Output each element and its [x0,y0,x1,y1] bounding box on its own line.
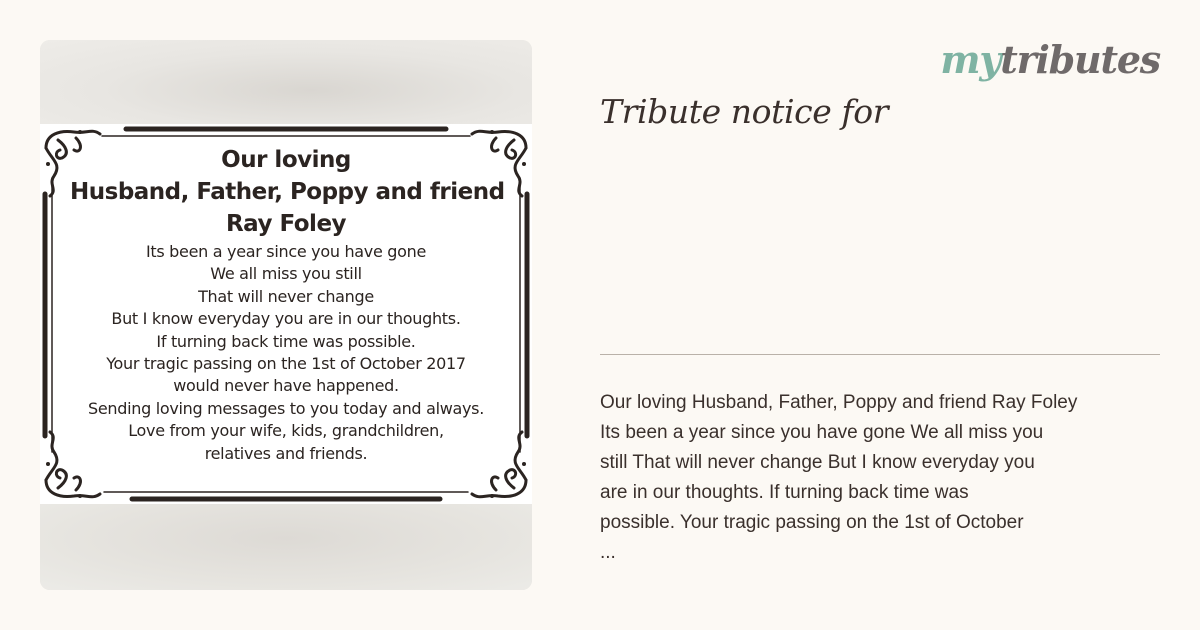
notice-bottom-fade [40,504,532,590]
notice-heading-line: Husband, Father, Poppy and friend [70,179,505,205]
notice-heading-line: Our loving [221,147,351,173]
excerpt-ellipsis: ... [600,542,616,563]
excerpt-line: are in our thoughts. If turning back time was [600,482,969,503]
notice-body-line: That will never change [198,286,374,306]
notice-image[interactable] [40,40,532,590]
logo-my: my [940,37,1001,82]
notice-body-line: We all miss you still [210,264,362,284]
notice-paper [40,124,532,504]
notice-body-line: Your tragic passing on the 1st of October 2017 [106,354,466,374]
notice-body-line: But I know everyday you are in our thoughts. [111,309,461,329]
notice-body-line: Love from your wife, kids, grandchildren, [128,421,444,441]
notice-body-line: Its been a year since you have gone [145,242,427,261]
notice-body-line: relatives and friends. [204,443,368,463]
notice-body-line: If turning back time was possible. [156,331,416,351]
notice-body-line: Sending loving messages to you today and always. [87,398,484,418]
excerpt-line: Our loving Husband, Father, Poppy and friend Ray Foley [600,392,1078,413]
excerpt-line: possible. Your tragic passing on the 1st of October [600,512,1024,533]
notice-text [70,144,505,465]
divider [600,354,1160,355]
notice-body [70,241,502,465]
notice-deceased-name: Ray Foley [225,211,347,237]
page-title: Tribute notice for [600,92,889,131]
mytributes-logo[interactable] [940,36,1160,84]
notice-body-line: would never have happened. [173,376,399,396]
excerpt-line: Its been a year since you have gone We all miss you [600,422,1044,443]
excerpt-line: still That will never change But I know everyday you [600,452,1035,473]
logo-tributes: tributes [1000,37,1160,82]
notice-excerpt [600,388,1160,568]
notice-top-fade [40,40,532,124]
